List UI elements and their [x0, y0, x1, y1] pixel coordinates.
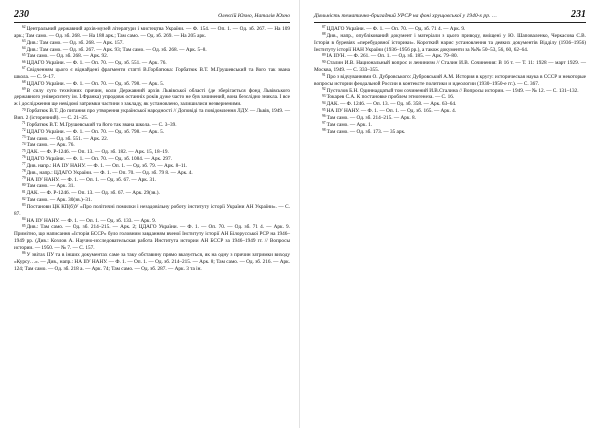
footnote [14, 170, 290, 177]
footnote [314, 26, 586, 33]
footnote-number: 75 [22, 148, 26, 153]
footnote [14, 67, 290, 81]
footnote-number: 74 [22, 141, 26, 146]
footnote-text: Там само. — Арк. 76. [26, 142, 75, 149]
footnote [14, 129, 290, 136]
footnote-number: 97 [322, 121, 326, 126]
left-running-title: Олексій Юхно, Наталія Юхно [218, 13, 290, 19]
footnote-number: 94 [322, 100, 326, 105]
footnote [14, 40, 290, 47]
footnote-number: 86 [22, 251, 26, 256]
footnote-text: Горбатюк В.Т. До питання про утворення української народності // Доповіді та повідомлення ЛДУ. — Львів, 1949. — Вип. 2 (історичний). — С. 21–25. [14, 108, 290, 121]
footnote-text: ДАК. — Ф. Р-1246. — Оп. 13. — Од. зб. 182. — Арк. 15, 18–19. [26, 149, 169, 156]
footnote-text: Див. напр.: НА ІІУ НАНУ. — Ф. 1. — Оп. 1. — Од. зб. 79. — Арк. 8–11. [26, 162, 188, 169]
footnote-number: 67 [22, 66, 26, 71]
footnote [14, 204, 290, 218]
footnote-text: ДАК. — Ф. Р-1246. — Оп. 13. — Од. зб. 67. — Арк. 29(зв.). [26, 190, 160, 197]
footnote [14, 252, 290, 273]
footnote-text: Там само. — Арк. 1. [326, 121, 373, 128]
left-footnotes [14, 26, 290, 272]
footnote-text: Див.: Там само. — Од. зб. 267. — Арк. 93; Там само. — Од. зб. 268. — Арк. 5–8. [26, 46, 207, 53]
footnote-text: НА ІІУ НАНУ. — Ф. 1. — Оп. 1. — Од. зб. 165. — Арк. 4. [326, 108, 457, 115]
footnote-number: 79 [22, 175, 26, 180]
footnote-text: В силу суто технічних причин, коли Державний архів Львівської області (де зберігається фонд Львівського державного університету ім. І.Франка) упродовж останніх років дуже часто не був зачинений, вона безслідно зникла. І все ж і дослідження ще невідомі затримки частини з закладу, як установлено, залишилися незверненими. [14, 87, 290, 108]
footnote-text: Там само. — Од. зб. 214–215. — Арк. 8. [326, 114, 416, 121]
footnote-number: 73 [22, 134, 26, 139]
footnote [314, 108, 586, 115]
footnote [14, 108, 290, 122]
footnote [14, 197, 290, 204]
right-running-title: Діяльність тематично-бригадний УРСР на фоні хрущовської у 1940-х pp. … [314, 13, 497, 19]
footnote-number: 83 [22, 203, 26, 208]
footnote [14, 156, 290, 163]
footnote-number: 84 [22, 217, 26, 222]
footnote [314, 60, 586, 74]
footnote-number: 63 [22, 39, 26, 44]
footnote-text: Токарев С.А. К постановке проблем этногенеза. — С. 16. [326, 94, 455, 101]
footnote-text: ЦДАГО України. — Ф. 1. — Оп. 70. — Од. зб. 798. — Арк. 5. [26, 80, 165, 87]
footnote-number: 71 [22, 121, 26, 126]
footnote-number: 81 [22, 189, 26, 194]
footnote-number: 66 [22, 59, 26, 64]
footnote-number: 88 [322, 32, 326, 37]
footnote [14, 149, 290, 156]
footnote-number: 77 [22, 162, 26, 167]
footnote-text: У звітах ІІУ та в інших документах саме за таку обставину прямо вказується, як на одну з причин затримки виходу «Курсу…». — Див., напр.: НА ІІУ НАНУ. — Ф. 1. — Оп. 1. — Од. зб. 214–215. — Арк. 8; Там само. — Од. зб. 216. — Арк. 124; Там само. — Од. зб. 218 а. — Арк. 74; Там само. — Од. зб. 287. — Арк. 3 та ін. [14, 251, 290, 272]
footnote-number: 62 [22, 25, 26, 30]
right-page-header [314, 6, 586, 23]
right-page-number: 231 [571, 9, 586, 20]
footnote-number: 82 [22, 196, 26, 201]
footnote-text: ЦДАГО України. — Ф. 1. — Оп. 70. — Од. зб. 551. — Арк. 76. [26, 60, 167, 67]
footnote-text: Див.: Там само. — Од. зб. 214–215. — Арк. 2; ЦДАГО України. — Ф. 1. — Оп. 70. — Од. зб. 71 4. — Арк. 9. Примітно, що написання «Історія БССР» було головним завданням вченої Інституту історії АН Білорусської РСР на 1946–1949 рр. (Див.: Козлов А. Научно-исследовательская работа Института истории АН БССР за 1946–1949 гг. // Вопросы истории. — 1950. — № 7. — С. 157. [14, 224, 290, 251]
footnote-number: 70 [22, 107, 26, 112]
footnote-number: 72 [22, 128, 26, 133]
footnote-text: Див., напр.: ЦДАГО України. — Ф. 1. — Оп. 70. — Од. зб. 79 8. — Арк. 4. [26, 169, 193, 176]
footnote-text: Центральний державний архів-музей літератури і мистецтва України. — Ф. 154. — Оп. 1. — Од. зб. 267. — На 109 арк.; Там само. — Од. зб. 268. — На 188 арк.; Там само. — Од. зб. 269. — На 205 арк. [14, 26, 290, 39]
footnote-text: ДАК. — Ф. 1246. — Оп. 13. — Од. зб. 358. — Арк. 63–64. [326, 101, 457, 108]
footnote [314, 122, 586, 129]
right-footnotes [314, 26, 586, 136]
footnote-number: 85 [22, 223, 26, 228]
footnote [314, 115, 586, 122]
footnote [314, 33, 586, 54]
footnote-text: ЦДАГО України. — Ф. 1. — Оп. 70. — Од. зб. 1084. — Арк. 297. [26, 156, 172, 163]
footnote-number: 92 [322, 87, 326, 91]
footnote-text: НА ІІУ НАНУ. — Ф. 1. — Оп. 1. — Од. зб. 133. — Арк. 9. [26, 217, 157, 224]
footnote-text: ІА ІІУН. — Ф. 261. — Оп. 1. — Од. зб. 185. — Арк. 79–80. [326, 53, 458, 60]
footnote-text: Горбатюк В.Т. М.Грушевський та його так звана школа. — С. 3–39. [26, 121, 177, 128]
footnote-number: 78 [22, 169, 26, 174]
footnote [314, 129, 586, 136]
footnote [14, 224, 290, 251]
footnote-number: 89 [322, 52, 326, 57]
footnote-number: 69 [22, 87, 26, 91]
footnote-text: Там само. — Од. зб. 173. — 35 арк. [326, 128, 406, 135]
footnote [14, 26, 290, 40]
footnote-number: 68 [22, 80, 26, 85]
footnote [14, 122, 290, 129]
footnote-text: Сталин И.В. Национальный вопрос и ленинизм // Сталин И.В. Сочинения: В 16 т. — Т. 11: 1928 — март 1929. — Москва, 1949. — С. 333–355. [314, 60, 586, 74]
left-page-header [14, 6, 290, 23]
footnote [14, 88, 290, 109]
footnote-text: Свідченням цього є віднайдені фрагменти статті В.Горбатюка: Горбатюк В.Т. М.Грушевський та його так звана школа. — С. 9–17. [14, 67, 290, 80]
footnote-number: 64 [22, 45, 26, 50]
footnote-text: Пустолов Б.Н. Одиннадцатый том сочинений И.В.Сталина // Вопросы истории. — 1949. — № 12. — С. 131–132. [326, 87, 579, 94]
footnote-text: Див.: Там само. — Од. зб. 268. — Арк. 157. [26, 39, 124, 46]
footnote-text: Там само. — Од. зб. 551. — Арк. 22. [26, 135, 109, 142]
footnote-text: Там само. — Арк. 31. [26, 183, 75, 190]
footnote [314, 74, 586, 88]
footnote-number: 76 [22, 155, 26, 160]
footnote-number: 93 [322, 93, 326, 98]
footnote-text: ЦДАГО України. — Ф. 1. — Оп. 70. — Од. зб. 71 4. — Арк. 9. [326, 26, 466, 32]
footnote-number: 91 [322, 73, 326, 78]
footnote-text: Постанови ЦК КП(б)У «Про політичні помилки і незадовільну роботу інституту історії України АН України». — С. 87. [14, 203, 290, 217]
footnote-number: 95 [322, 107, 326, 112]
footnote-text: ЦДАГО України. — Ф. 1. — Оп. 70. — Од. зб. 798. — Арк. 5. [26, 128, 165, 135]
footnote-text: Там само. — Арк. 30(зв.)–31. [26, 197, 92, 204]
footnote-number: 80 [22, 182, 26, 187]
footnote-number: 90 [322, 59, 326, 64]
footnote-text: Там само. — Од. зб. 268. — Арк. 92. [26, 53, 109, 60]
footnote-text: НА ІІУ НАНУ. — Ф. 1. — Оп. 1. — Од. зб. 67. — Арк. 31. [26, 176, 157, 183]
footnote [14, 163, 290, 170]
footnote-number: 87 [322, 25, 326, 30]
footnote-text: Про з відчуваннями О. Дубровського: Дубровський А.М. История в кругу: историческая наука в СССР и некоторые вопросы истории феодальной России в контексте политики и идеологии (1930–1950-е гг.). — С. 367. [314, 73, 586, 87]
footnote-text: Див., напр., опублікований документ і матеріали з цього приводу, вміщені у Ю. Шаповаленко, Черкасова С.В. Історія в буревіях «перебудовної історики». Короткий нарис установлення та деяких документів Відділу (1936–1956) Інституту історії НАН України (1936–1956 рр.), а також документи за №№ 50–53, 56, 60, 62–64. [314, 32, 586, 53]
footnote-number: 98 [322, 128, 326, 133]
right-page [300, 0, 600, 428]
footnote-number: 65 [22, 52, 26, 57]
footnote [14, 81, 290, 88]
footnote-number: 96 [322, 114, 326, 119]
left-page-number: 230 [14, 9, 29, 20]
